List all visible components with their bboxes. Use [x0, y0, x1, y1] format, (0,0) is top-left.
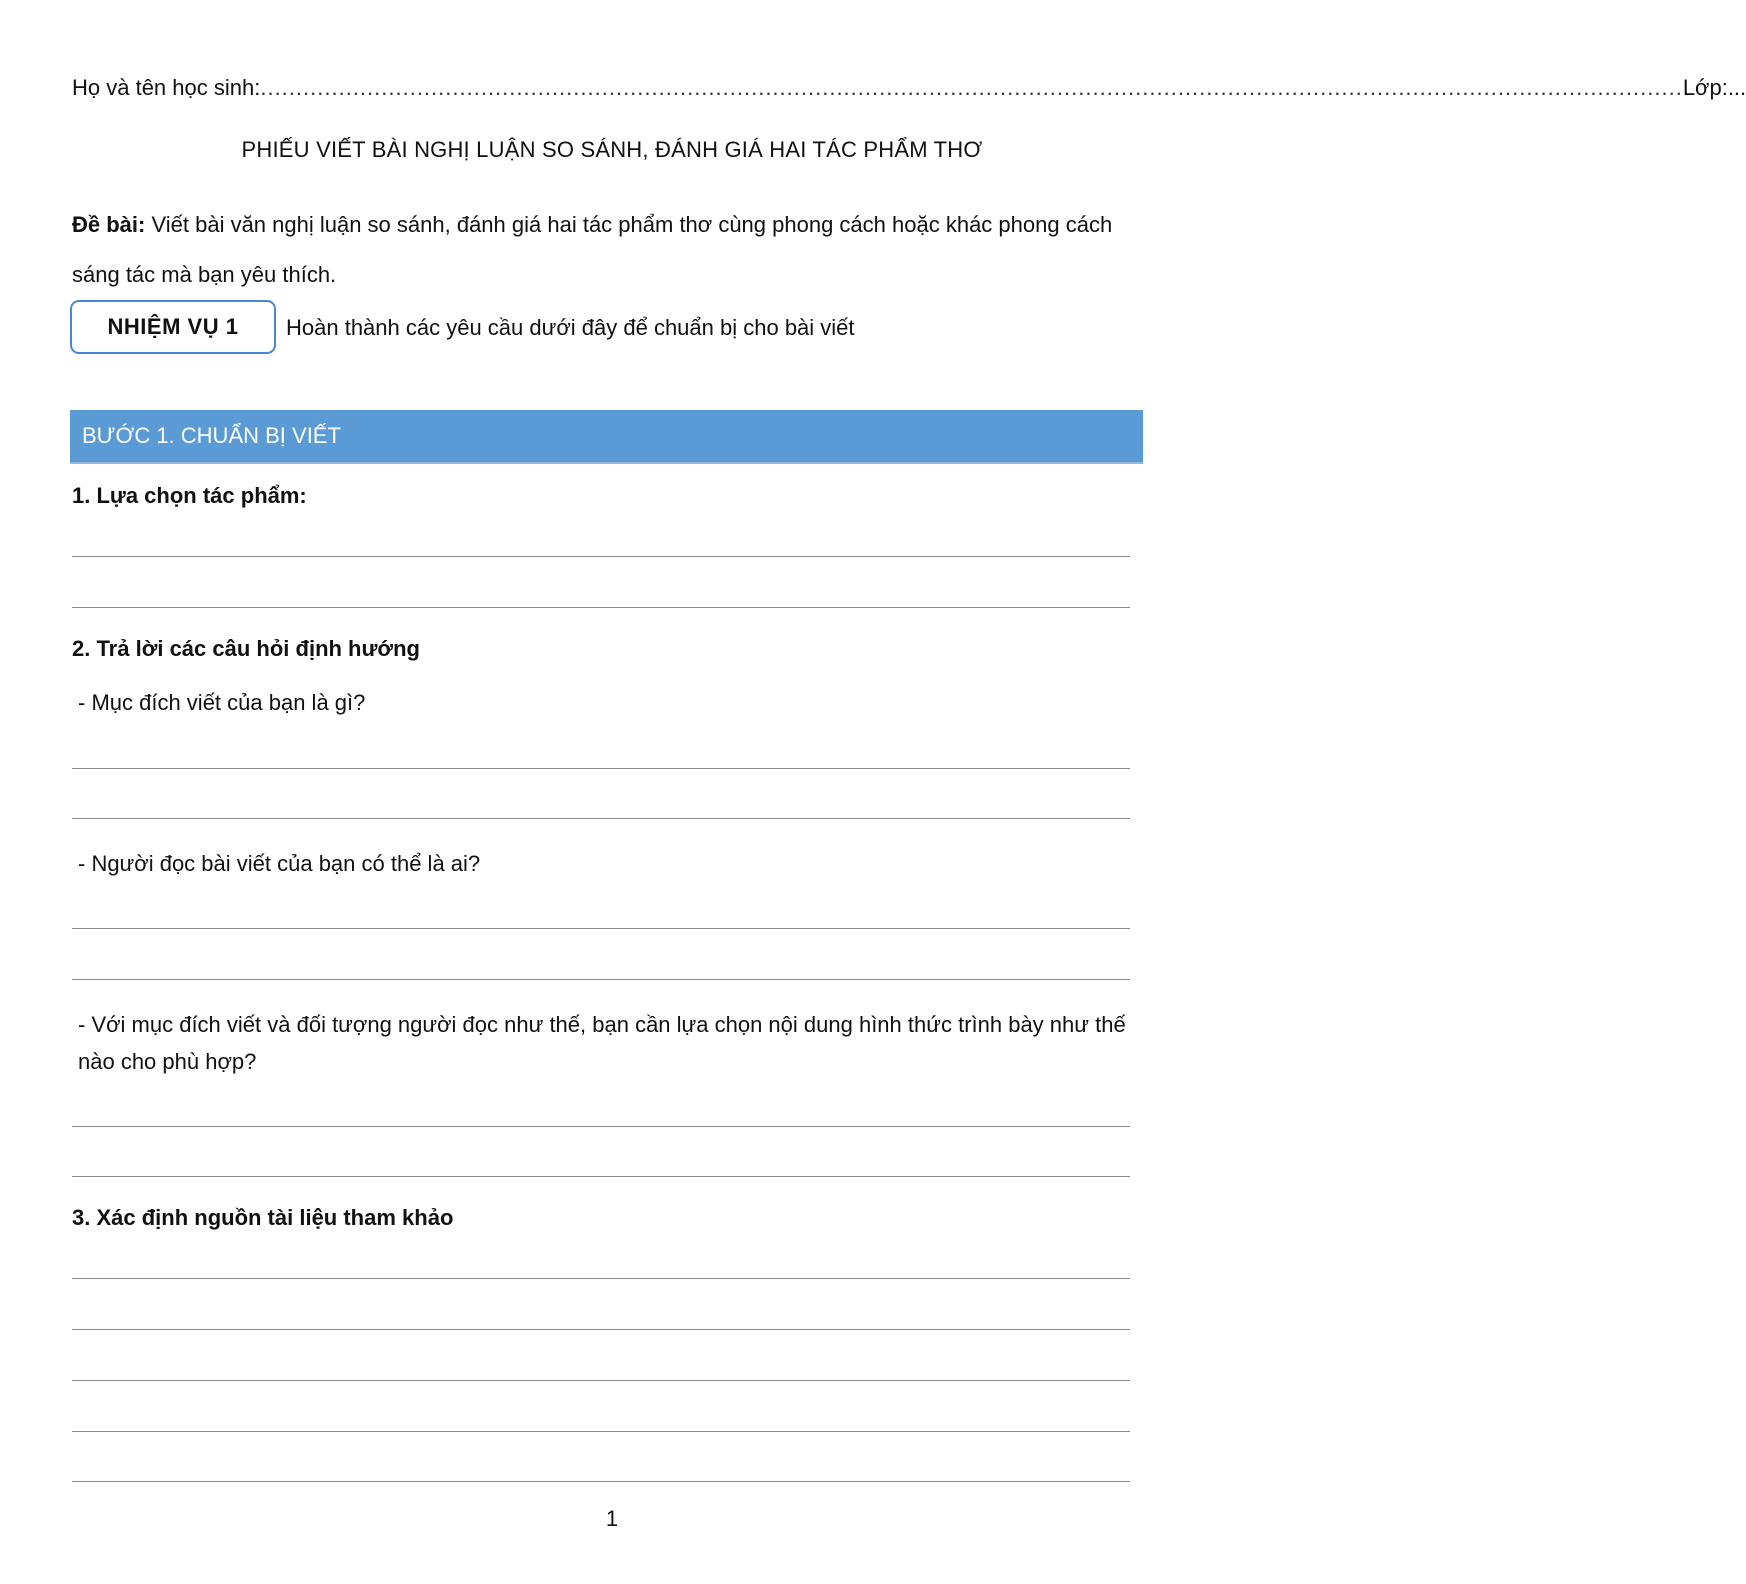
answer-line[interactable]: [72, 1329, 1130, 1330]
step-1-label: BƯỚC 1. CHUẨN BỊ VIẾT: [82, 423, 341, 448]
section-2-heading: 2. Trả lời các câu hỏi định hướng: [72, 636, 420, 661]
answer-line[interactable]: [72, 1176, 1130, 1177]
task-badge: NHIỆM VỤ 1: [70, 300, 276, 354]
student-info-line: [72, 75, 1746, 101]
section-3-heading: 3. Xác định nguồn tài liệu tham khảo: [72, 1205, 454, 1230]
answer-line[interactable]: [72, 979, 1130, 980]
question-1: - Mục đích viết của bạn là gì?: [78, 690, 366, 715]
student-name-label: Họ và tên học sinh:: [72, 75, 261, 100]
answer-line[interactable]: [72, 1380, 1130, 1381]
section-1-heading: 1. Lựa chọn tác phẩm:: [72, 483, 307, 508]
answer-line[interactable]: [72, 1481, 1130, 1482]
task-description: Hoàn thành các yêu cầu dưới đây để chuẩn bị cho bài viết: [286, 315, 855, 340]
answer-line[interactable]: [72, 928, 1130, 929]
assignment-prompt: [72, 200, 1140, 300]
answer-line[interactable]: [72, 1431, 1130, 1432]
answer-line[interactable]: [72, 607, 1130, 608]
prompt-label: Đề bài:: [72, 212, 146, 237]
step-1-header: [70, 410, 1143, 464]
page-number: 1: [605, 1506, 619, 1531]
answer-line[interactable]: [72, 1126, 1130, 1127]
student-name-field[interactable]: ........................................................................................................................................................................................................: [260, 75, 1683, 100]
answer-line[interactable]: [72, 556, 1130, 557]
answer-line[interactable]: [72, 1278, 1130, 1279]
class-label[interactable]: Lớp:...: [1682, 75, 1746, 100]
worksheet-title: PHIẾU VIẾT BÀI NGHỊ LUẬN SO SÁNH, ĐÁNH GIÁ HAI TÁC PHẨM THƠ: [241, 137, 983, 162]
answer-line[interactable]: [72, 768, 1130, 769]
answer-line[interactable]: [72, 818, 1130, 819]
prompt-text: Viết bài văn nghị luận so sánh, đánh giá hai tác phẩm thơ cùng phong cách hoặc khác phong cách sáng tác mà bạn yêu thích.: [72, 212, 1113, 287]
question-2: - Người đọc bài viết của bạn có thể là ai?: [78, 851, 481, 876]
question-3: - Với mục đích viết và đối tượng người đọc như thế, bạn cần lựa chọn nội dung hình thức trình bày như thế nào cho phù hợp?: [78, 1012, 1126, 1074]
